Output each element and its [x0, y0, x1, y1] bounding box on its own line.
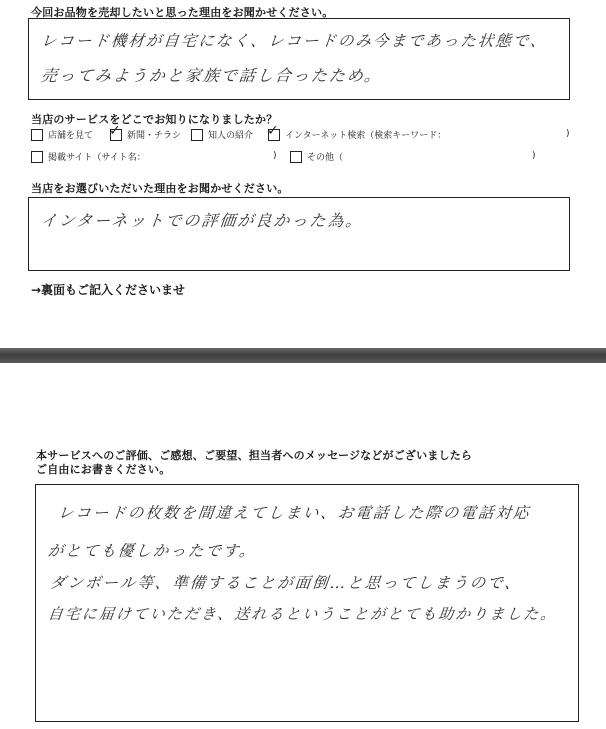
- option-store[interactable]: [31, 128, 93, 141]
- page-divider: [0, 348, 606, 363]
- option-label: その他（: [307, 153, 344, 163]
- answer-box-message[interactable]: [35, 484, 579, 722]
- check-mark-icon: ✓: [267, 122, 279, 139]
- survey-front-page: [0, 0, 606, 348]
- checkbox[interactable]: [290, 151, 302, 163]
- question-sell-reason: 今回お品物を売却したいと思った理由をお聞かせください。: [31, 6, 334, 19]
- checkbox[interactable]: [31, 151, 43, 163]
- option-newspaper[interactable]: [109, 122, 182, 141]
- handwritten-answer-line: レコードの枚数を間違えてしまい、お電話した際の電話対応: [56, 504, 532, 522]
- handwritten-answer-line: ダンボール等、準備することが面倒…と思ってしまうので、: [48, 574, 523, 592]
- handwritten-answer-line: 自宅に届けていただき、送れるということがとても助かりました。: [47, 605, 559, 623]
- option-label: 掲載サイト（サイト名：: [48, 153, 146, 163]
- option-internet-search[interactable]: [267, 122, 447, 141]
- handwritten-answer-line: レコード機材が自宅になく、レコードのみ今まであった状態で、: [39, 32, 549, 50]
- survey-back-page: [0, 363, 606, 729]
- check-mark-icon: ✓: [109, 122, 121, 139]
- answer-box-sell-reason[interactable]: [28, 18, 570, 100]
- option-label: 知人の紹介: [208, 131, 254, 141]
- option-label: インターネット検索（検索キーワード：: [285, 131, 447, 141]
- checkbox[interactable]: [191, 129, 203, 141]
- option-referral[interactable]: [191, 128, 253, 141]
- checkbox[interactable]: [31, 129, 43, 141]
- option-listing-site[interactable]: [31, 150, 146, 163]
- close-paren: ): [566, 129, 570, 139]
- handwritten-answer-line: 売ってみようかと家族で話し合ったため。: [39, 66, 384, 85]
- question-message-line2: ご自由にお書きください。: [36, 463, 171, 476]
- question-message: 本サービスへのご評価、ご感想、ご要望、担当者へのメッセージなどがございましたら: [36, 449, 473, 462]
- answer-box-choose-reason[interactable]: [28, 197, 570, 271]
- option-label: 新聞・チラシ: [127, 131, 182, 141]
- question-choose-reason: 当店をお選びいただいた理由をお聞かせください。: [31, 182, 289, 195]
- close-paren: ): [273, 151, 277, 161]
- handwritten-answer-line: インターネットでの評価が良かった為。: [39, 211, 365, 230]
- back-side-note: →裏面もご記入くださいませ: [31, 283, 186, 297]
- close-paren: ): [532, 151, 536, 161]
- checkbox-checked[interactable]: [267, 122, 280, 141]
- option-label: 店舗を見て: [48, 131, 94, 141]
- handwritten-answer-line: がとても優しかったです。: [46, 542, 258, 560]
- option-other[interactable]: [290, 150, 343, 163]
- question-how-found: 当店のサービスをどこでお知りになりましたか？: [31, 113, 278, 126]
- checkbox-checked[interactable]: [109, 122, 122, 141]
